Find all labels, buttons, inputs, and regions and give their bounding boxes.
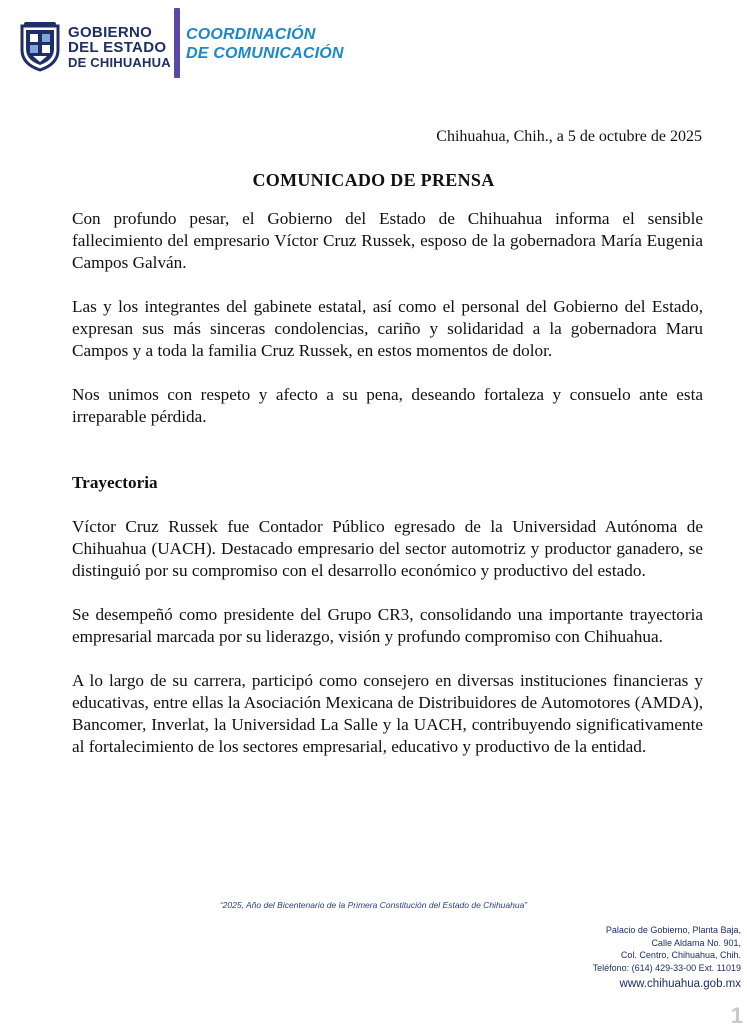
coord-line-2: DE COMUNICACIÓN (186, 45, 344, 62)
government-name (68, 25, 171, 70)
letterhead (18, 8, 418, 78)
address-line: Palacio de Gobierno, Planta Baja, (605, 925, 741, 935)
address-line: Calle Aldama No. 901, (651, 937, 741, 948)
section-heading: Trayectoria (72, 473, 158, 492)
address-line: Col. Centro, Chihuahua, Chih. (620, 950, 741, 960)
gov-line-1: GOBIERNO (68, 24, 153, 41)
page-number: 1 (730, 1003, 743, 1028)
state-shield-logo (18, 20, 62, 72)
section-paragraph-3: A lo largo de su carrera, participó como consejero en diversas instituciones financieras y educativas, entre ellas la Asociación Mexicana de Distribuidores de Automotores (AMDA), Bancomer, Inverlat, la Universidad La Salle y la UACH, contribuyendo significativamente al fortalecimiento de los sectores empresarial, educativo y productivo de la entidad. (72, 671, 703, 756)
header-divider (174, 8, 180, 78)
gov-line-2: DEL ESTADO (68, 39, 167, 56)
section-paragraph-1: Víctor Cruz Russek fue Contador Público egresado de la Universidad Autónoma de Chihuahua (UACH). Destacado empresario del sector automotriz y productor ganadero, se distinguió por su compromiso con el desarrollo económico y productivo del estado. (72, 517, 703, 580)
website-link[interactable]: www.chihuahua.gob.mx (619, 978, 741, 990)
gov-line-3: DE CHIHUAHUA (68, 55, 171, 70)
address-phone: Teléfono: (614) 429-33-00 Ext. 11019 (592, 962, 741, 973)
coord-line-1: COORDINACIÓN (186, 26, 316, 43)
paragraph-3: Nos unimos con respeto y afecto a su pena, deseando fortaleza y consuelo ante esta irreparable pérdida. (72, 385, 703, 426)
department-name (186, 25, 344, 63)
section-paragraph-2: Se desempeñó como presidente del Grupo CR3, consolidando una importante trayectoria empresarial marcada por su liderazgo, visión y profundo compromiso con Chihuahua. (72, 605, 703, 646)
footer-address (593, 924, 741, 991)
document-date: Chihuahua, Chih., a 5 de octubre de 2025 (436, 128, 702, 145)
document-body (72, 208, 703, 780)
paragraph-2: Las y los integrantes del gabinete estatal, así como el personal del Gobierno del Estado, expresan sus más sinceras condolencias, cariño y solidaridad a la gobernadora Maru Campos y a toda la familia Cruz Russek, en estos momentos de dolor. (72, 297, 703, 360)
footer-motto: “2025, Año del Bicentenario de la Primera Constitución del Estado de Chihuahua” (219, 900, 528, 910)
paragraph-1: Con profundo pesar, el Gobierno del Estado de Chihuahua informa el sensible fallecimiento del empresario Víctor Cruz Russek, esposo de la gobernadora María Eugenia Campos Galván. (72, 209, 703, 272)
document-title: COMUNICADO DE PRENSA (252, 170, 495, 190)
